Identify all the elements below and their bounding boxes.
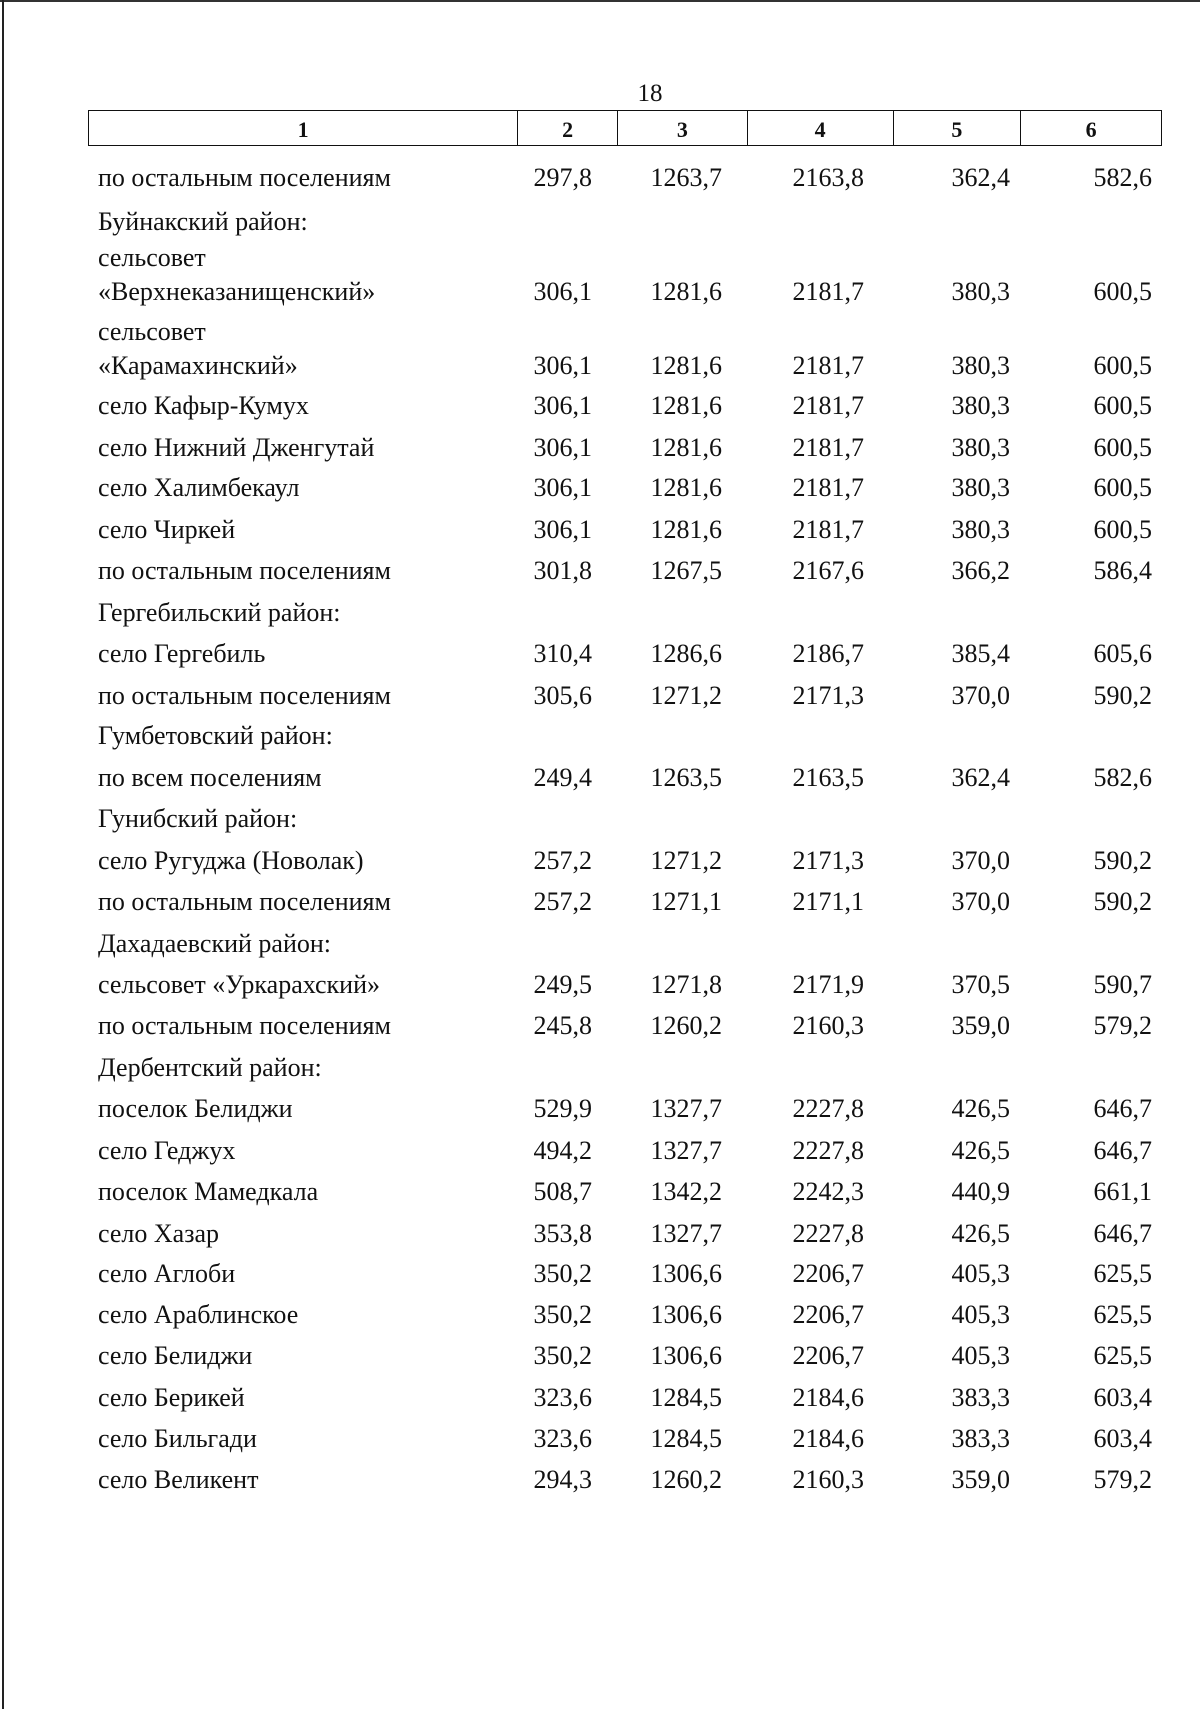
cell-col-4: 2163,8 xyxy=(792,163,864,192)
cell-col-4: 2171,9 xyxy=(792,970,864,999)
cell-col-4: 2242,3 xyxy=(792,1177,864,1206)
cell-col-4: 2184,6 xyxy=(792,1383,864,1412)
cell-col-3: 1327,7 xyxy=(650,1219,722,1248)
cell-col-4: 2227,8 xyxy=(792,1219,864,1248)
cell-col-5: 405,3 xyxy=(951,1300,1010,1329)
cell-col-5: 359,0 xyxy=(951,1011,1010,1040)
district-heading: Дахадаевский район: xyxy=(98,929,331,958)
cell-col-5: 370,0 xyxy=(951,887,1010,916)
cell-col-2: 306,1 xyxy=(533,277,592,306)
cell-col-3: 1271,8 xyxy=(650,970,722,999)
row-name: село Белиджи xyxy=(98,1341,253,1370)
row-name: по остальным поселениям xyxy=(98,556,391,585)
cell-col-3: 1263,7 xyxy=(650,163,722,192)
cell-col-2: 245,8 xyxy=(533,1011,592,1040)
row-name: село Геджух xyxy=(98,1136,236,1165)
cell-col-5: 366,2 xyxy=(951,556,1010,585)
cell-col-3: 1271,2 xyxy=(650,846,722,875)
row-name-line-2: «Верхнеказанищенский» xyxy=(98,277,376,306)
cell-col-5: 383,3 xyxy=(951,1383,1010,1412)
cell-col-5: 383,3 xyxy=(951,1424,1010,1453)
row-name: село Чиркей xyxy=(98,515,236,544)
cell-col-2: 306,1 xyxy=(533,433,592,462)
cell-col-6: 579,2 xyxy=(1093,1465,1152,1494)
cell-col-2: 249,5 xyxy=(533,970,592,999)
cell-col-5: 380,3 xyxy=(951,351,1010,380)
cell-col-3: 1281,6 xyxy=(650,391,722,420)
district-heading: Дербентский район: xyxy=(98,1053,322,1082)
cell-col-6: 600,5 xyxy=(1093,277,1152,306)
row-name-line-2: «Карамахинский» xyxy=(98,351,298,380)
row-name: село Нижний Дженгутай xyxy=(98,433,375,462)
row-name: по остальным поселениям xyxy=(98,887,391,916)
row-name: село Араблинское xyxy=(98,1300,299,1329)
cell-col-3: 1260,2 xyxy=(650,1465,722,1494)
cell-col-4: 2186,7 xyxy=(792,639,864,668)
cell-col-2: 294,3 xyxy=(533,1465,592,1494)
cell-col-3: 1263,5 xyxy=(650,763,722,792)
cell-col-5: 405,3 xyxy=(951,1341,1010,1370)
cell-col-6: 600,5 xyxy=(1093,515,1152,544)
cell-col-6: 582,6 xyxy=(1093,163,1152,192)
cell-col-6: 625,5 xyxy=(1093,1259,1152,1288)
cell-col-6: 579,2 xyxy=(1093,1011,1152,1040)
cell-col-4: 2181,7 xyxy=(792,473,864,502)
row-name: село Аглоби xyxy=(98,1259,236,1288)
header-col-3: 3 xyxy=(618,111,748,145)
cell-col-2: 323,6 xyxy=(533,1383,592,1412)
cell-col-2: 306,1 xyxy=(533,515,592,544)
header-col-6: 6 xyxy=(1085,117,1097,142)
cell-col-3: 1306,6 xyxy=(650,1341,722,1370)
cell-col-2: 350,2 xyxy=(533,1259,592,1288)
cell-col-5: 362,4 xyxy=(951,163,1010,192)
row-name: село Ругуджа (Новолак) xyxy=(98,846,364,875)
cell-col-2: 306,1 xyxy=(533,473,592,502)
cell-col-5: 380,3 xyxy=(951,391,1010,420)
cell-col-6: 586,4 xyxy=(1093,556,1152,585)
cell-col-6: 603,4 xyxy=(1093,1383,1152,1412)
row-name: сельсовет «Уркарахский» xyxy=(98,970,380,999)
cell-col-6: 590,2 xyxy=(1093,887,1152,916)
cell-col-2: 350,2 xyxy=(533,1341,592,1370)
cell-col-2: 529,9 xyxy=(533,1094,592,1123)
cell-col-2: 301,8 xyxy=(533,556,592,585)
cell-col-2: 257,2 xyxy=(533,846,592,875)
cell-col-5: 385,4 xyxy=(951,639,1010,668)
cell-col-5: 405,3 xyxy=(951,1259,1010,1288)
row-name: село Бильгади xyxy=(98,1424,257,1453)
cell-col-5: 359,0 xyxy=(951,1465,1010,1494)
cell-col-3: 1281,6 xyxy=(650,351,722,380)
row-name: по всем поселениям xyxy=(98,763,322,792)
cell-col-4: 2227,8 xyxy=(792,1094,864,1123)
cell-col-3: 1284,5 xyxy=(650,1424,722,1453)
cell-col-4: 2160,3 xyxy=(792,1465,864,1494)
cell-col-2: 350,2 xyxy=(533,1300,592,1329)
cell-col-6: 625,5 xyxy=(1093,1341,1152,1370)
cell-col-5: 426,5 xyxy=(951,1136,1010,1165)
row-name: поселок Белиджи xyxy=(98,1094,293,1123)
row-name: поселок Мамедкала xyxy=(98,1177,319,1206)
cell-col-5: 380,3 xyxy=(951,515,1010,544)
row-name: село Хазар xyxy=(98,1219,219,1248)
cell-col-5: 380,3 xyxy=(951,277,1010,306)
cell-col-4: 2206,7 xyxy=(792,1259,864,1288)
cell-col-6: 590,7 xyxy=(1093,970,1152,999)
cell-col-4: 2167,6 xyxy=(792,556,864,585)
cell-col-3: 1306,6 xyxy=(650,1300,722,1329)
cell-col-6: 646,7 xyxy=(1093,1136,1152,1165)
cell-col-5: 370,0 xyxy=(951,846,1010,875)
cell-col-6: 661,1 xyxy=(1093,1177,1152,1206)
district-heading: Буйнакский район: xyxy=(98,207,308,236)
cell-col-3: 1327,7 xyxy=(650,1094,722,1123)
row-name: село Халимбекаул xyxy=(98,473,300,502)
cell-col-4: 2163,5 xyxy=(792,763,864,792)
cell-col-2: 353,8 xyxy=(533,1219,592,1248)
row-name-line-1: сельсовет xyxy=(98,243,206,272)
cell-col-4: 2206,7 xyxy=(792,1341,864,1370)
row-name: село Кафыр-Кумух xyxy=(98,391,309,420)
cell-col-3: 1281,6 xyxy=(650,277,722,306)
cell-col-4: 2227,8 xyxy=(792,1136,864,1165)
cell-col-4: 2181,7 xyxy=(792,391,864,420)
cell-col-6: 582,6 xyxy=(1093,763,1152,792)
cell-col-2: 494,2 xyxy=(533,1136,592,1165)
cell-col-4: 2171,1 xyxy=(792,887,864,916)
cell-col-3: 1306,6 xyxy=(650,1259,722,1288)
cell-col-5: 362,4 xyxy=(951,763,1010,792)
row-name: по остальным поселениям xyxy=(98,163,391,192)
cell-col-3: 1281,6 xyxy=(650,433,722,462)
cell-col-4: 2181,7 xyxy=(792,515,864,544)
cell-col-4: 2181,7 xyxy=(792,433,864,462)
cell-col-4: 2181,7 xyxy=(792,351,864,380)
cell-col-2: 305,6 xyxy=(533,681,592,710)
cell-col-4: 2160,3 xyxy=(792,1011,864,1040)
cell-col-5: 440,9 xyxy=(951,1177,1010,1206)
header-col-5: 5 xyxy=(894,111,1022,145)
cell-col-3: 1271,2 xyxy=(650,681,722,710)
cell-col-6: 646,7 xyxy=(1093,1219,1152,1248)
district-heading: Гергебильский район: xyxy=(98,598,341,627)
cell-col-3: 1267,5 xyxy=(650,556,722,585)
cell-col-5: 426,5 xyxy=(951,1219,1010,1248)
cell-col-6: 600,5 xyxy=(1093,433,1152,462)
cell-col-2: 257,2 xyxy=(533,887,592,916)
cell-col-2: 323,6 xyxy=(533,1424,592,1453)
cell-col-6: 646,7 xyxy=(1093,1094,1152,1123)
cell-col-2: 310,4 xyxy=(533,639,592,668)
header-col-1: 1 xyxy=(89,111,518,145)
row-name-line-1: сельсовет xyxy=(98,317,206,346)
cell-col-6: 600,5 xyxy=(1093,391,1152,420)
cell-col-4: 2206,7 xyxy=(792,1300,864,1329)
cell-col-5: 426,5 xyxy=(951,1094,1010,1123)
cell-col-3: 1284,5 xyxy=(650,1383,722,1412)
scan-edge-left xyxy=(2,0,4,1709)
cell-col-2: 297,8 xyxy=(533,163,592,192)
cell-col-4: 2184,6 xyxy=(792,1424,864,1453)
row-name: по остальным поселениям xyxy=(98,1011,391,1040)
cell-col-3: 1286,6 xyxy=(650,639,722,668)
district-heading: Гумбетовский район: xyxy=(98,721,333,750)
cell-col-6: 625,5 xyxy=(1093,1300,1152,1329)
cell-col-6: 600,5 xyxy=(1093,473,1152,502)
cell-col-6: 600,5 xyxy=(1093,351,1152,380)
row-name: по остальным поселениям xyxy=(98,681,391,710)
cell-col-5: 370,0 xyxy=(951,681,1010,710)
cell-col-3: 1271,1 xyxy=(650,887,722,916)
cell-col-6: 590,2 xyxy=(1093,681,1152,710)
cell-col-2: 306,1 xyxy=(533,391,592,420)
cell-col-6: 590,2 xyxy=(1093,846,1152,875)
district-heading: Гунибский район: xyxy=(98,804,298,833)
cell-col-3: 1260,2 xyxy=(650,1011,722,1040)
header-col-2: 2 xyxy=(518,111,618,145)
cell-col-3: 1281,6 xyxy=(650,473,722,502)
scan-edge-top xyxy=(0,0,1200,2)
cell-col-6: 603,4 xyxy=(1093,1424,1152,1453)
cell-col-3: 1327,7 xyxy=(650,1136,722,1165)
row-name: село Великент xyxy=(98,1465,259,1494)
row-name: село Гергебиль xyxy=(98,639,266,668)
cell-col-2: 508,7 xyxy=(533,1177,592,1206)
cell-col-5: 380,3 xyxy=(951,433,1010,462)
cell-col-2: 306,1 xyxy=(533,351,592,380)
cell-col-4: 2181,7 xyxy=(792,277,864,306)
table-header xyxy=(88,110,1162,146)
page-number: 18 xyxy=(637,80,663,107)
cell-col-5: 380,3 xyxy=(951,473,1010,502)
cell-col-3: 1281,6 xyxy=(650,515,722,544)
cell-col-4: 2171,3 xyxy=(792,846,864,875)
row-name: село Берикей xyxy=(98,1383,245,1412)
cell-col-6: 605,6 xyxy=(1093,639,1152,668)
cell-col-2: 249,4 xyxy=(533,763,592,792)
header-col-4: 4 xyxy=(748,111,894,145)
cell-col-4: 2171,3 xyxy=(792,681,864,710)
cell-col-3: 1342,2 xyxy=(650,1177,722,1206)
cell-col-5: 370,5 xyxy=(951,970,1010,999)
